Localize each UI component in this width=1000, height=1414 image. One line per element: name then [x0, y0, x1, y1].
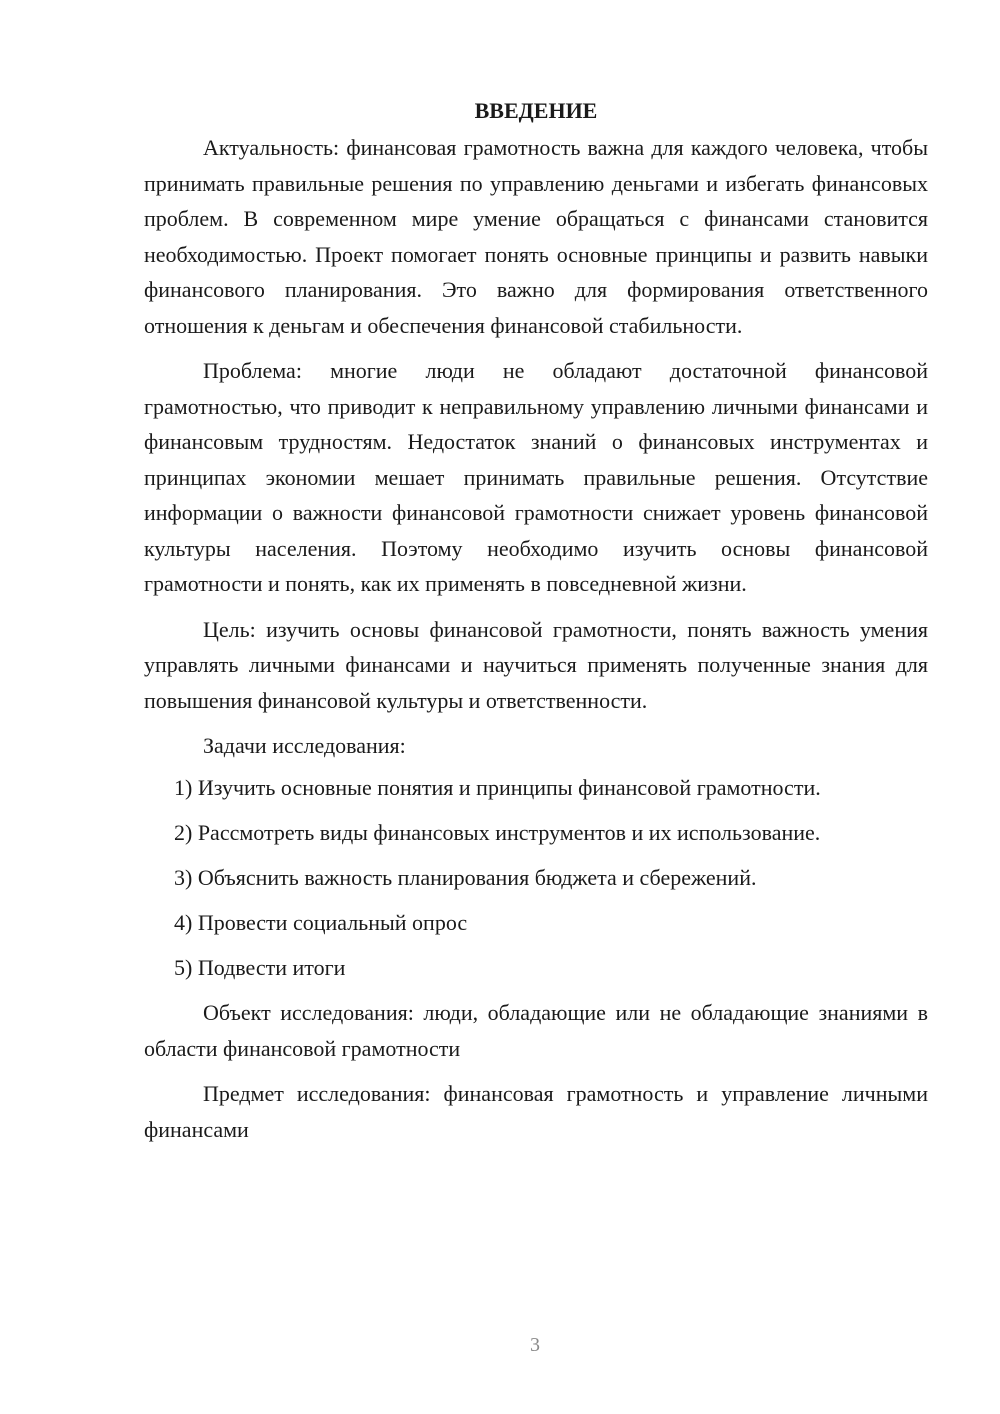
list-item: 5) Подвести итоги: [174, 955, 346, 981]
list-item: 3) Объяснить важность планирования бюджета и сбережений.: [174, 864, 757, 890]
paragraph-problem: Проблема: многие люди не обладают достаточной финансовой грамотностью, что приводит к неправильному управлению личными финансами и финансовым трудностям. Недостаток знаний о финансовых инструментах и принципах экономии мешает принимать правильные решения. Отсутствие информации о важности финансовой грамотности снижает уровень финансовой культуры населения. Поэтому необходимо изучить основы финансовой грамотности и понять, как их применять в повседневной жизни.: [144, 358, 928, 596]
list-item: 1) Изучить основные понятия и принципы финансовой грамотности.: [174, 774, 821, 800]
paragraph-relevance: Актуальность: финансовая грамотность важна для каждого человека, чтобы принимать правильные решения по управлению деньгами и избегать финансовых проблем. В современном мире умение обращаться с финансами становится необходимостью. Проект помогает понять основные принципы и развить навыки финансового планирования. Это важно для формирования ответственного отношения к деньгам и обеспечения финансовой стабильности.: [144, 135, 928, 338]
list-item: 2) Рассмотреть виды финансовых инструментов и их использование.: [174, 819, 821, 845]
paragraph-subject: Предмет исследования: финансовая грамотность и управление личными финансами: [144, 1081, 928, 1142]
task-list: [144, 770, 928, 986]
paragraph-goal: Цель: изучить основы финансовой грамотности, понять важность умения управлять личными финансами и научиться применять полученные знания для повышения финансовой культуры и ответственности.: [144, 616, 928, 713]
page-title: ВВЕДЕНИЕ: [474, 98, 598, 123]
list-item: 4) Провести социальный опрос: [174, 910, 468, 936]
page-number: 3: [530, 1334, 540, 1356]
tasks-heading: Задачи исследования:: [203, 733, 406, 758]
document-page: [144, 96, 928, 1157]
paragraph-object: Объект исследования: люди, обладающие или не обладающие знаниями в области финансовой грамотности: [144, 1000, 928, 1061]
